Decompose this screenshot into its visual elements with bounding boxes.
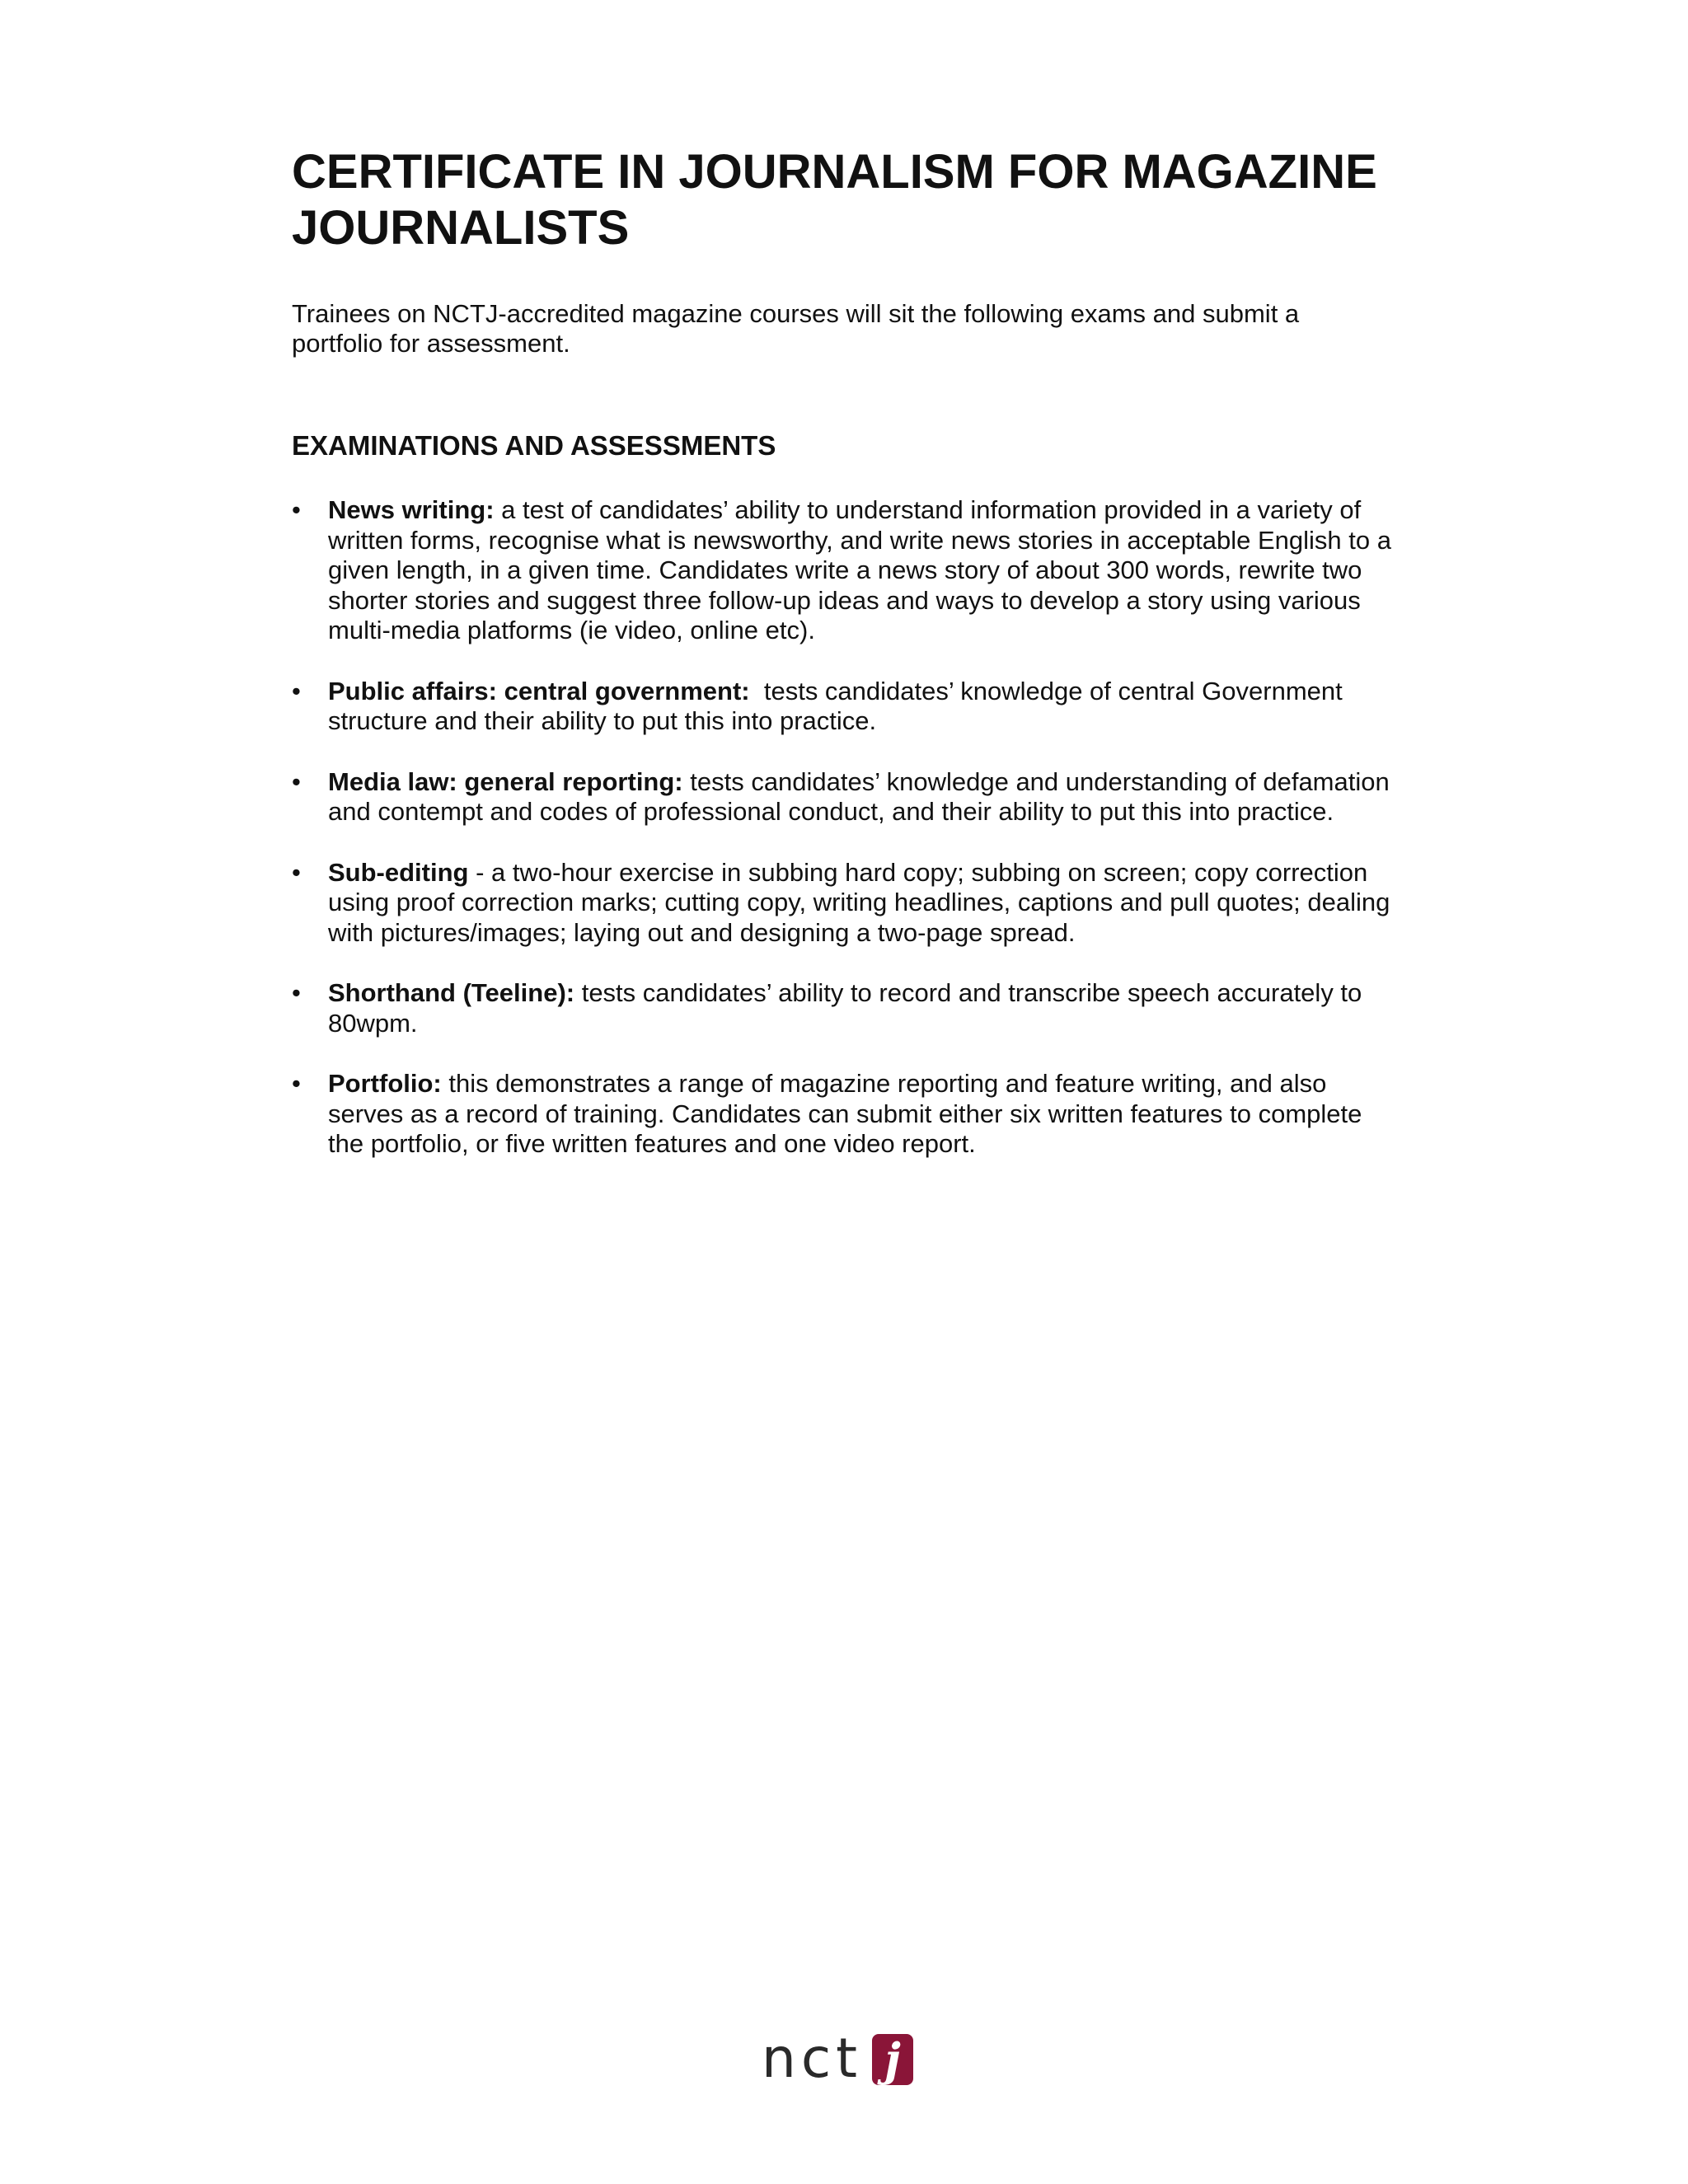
exam-label: Portfolio: xyxy=(328,1069,442,1098)
document-content xyxy=(292,144,1396,1190)
bullet-icon: • xyxy=(292,1069,301,1098)
exam-description: tests candidates’ ability to record and transcribe speech accurately to 80wpm. xyxy=(328,978,1362,1038)
exam-description: - a two-hour exercise in subbing hard copy; subbing on screen; copy correction using proof correction marks; cutting copy, writing headlines, captions and pull quotes; dealing with pictures/images; laying out and designing a two-page spread. xyxy=(328,857,1390,947)
exam-description: this demonstrates a range of magazine reporting and feature writing, and also serves as a record of training. Candidates can submit either six written features to complete the portfolio, or five written features and one video report. xyxy=(328,1069,1362,1158)
exam-label: Media law: general reporting: xyxy=(328,766,683,796)
bullet-icon: • xyxy=(292,495,301,524)
page-title-line-2: JOURNALISTS xyxy=(292,201,630,255)
exam-item-news-writing xyxy=(292,495,1396,646)
exam-item-shorthand xyxy=(292,978,1396,1038)
bullet-icon: • xyxy=(292,766,301,796)
nctj-logo xyxy=(762,2026,926,2092)
exam-item-public-affairs xyxy=(292,677,1396,737)
bullet-icon: • xyxy=(292,676,301,705)
exam-list xyxy=(292,495,1396,1160)
exam-label: News writing: xyxy=(328,495,495,524)
exam-label: Sub-editing xyxy=(328,857,469,887)
exam-description: a test of candidates’ ability to understand information provided in a variety of written forms, recognise what is newsworthy, and write news stories in acceptable English to a given length, in a given time. Candidates write a news story of about 300 words, rewrite two shorter stories and suggest three follow-up ideas and ways to develop a story using various multi-media platforms (ie video, online etc). xyxy=(328,495,1391,644)
bullet-icon: • xyxy=(292,978,301,1007)
exam-item-sub-editing xyxy=(292,858,1396,949)
page-title xyxy=(292,144,1396,256)
page-title-line-1: CERTIFICATE IN JOURNALISM FOR MAGAZINE xyxy=(292,145,1377,199)
exam-item-portfolio xyxy=(292,1069,1396,1160)
bullet-icon: • xyxy=(292,857,301,887)
logo-text: nct xyxy=(762,2027,862,2090)
exam-label: Public affairs: central government: xyxy=(328,676,750,705)
intro-paragraph: Trainees on NCTJ-accredited magazine courses will sit the following exams and submit a portfolio for assessment. xyxy=(292,299,1300,358)
exam-item-media-law xyxy=(292,767,1396,827)
exam-description: tests candidates’ knowledge of central Government structure and their ability to put this into practice. xyxy=(328,676,1350,735)
section-heading: EXAMINATIONS AND ASSESSMENTS xyxy=(292,430,776,461)
logo-j-icon: j xyxy=(872,2034,913,2085)
exam-description: tests candidates’ knowledge and understanding of defamation and contempt and codes of professional conduct, and their ability to put this into practice. xyxy=(328,766,1390,826)
exam-label: Shorthand (Teeline): xyxy=(328,978,575,1007)
